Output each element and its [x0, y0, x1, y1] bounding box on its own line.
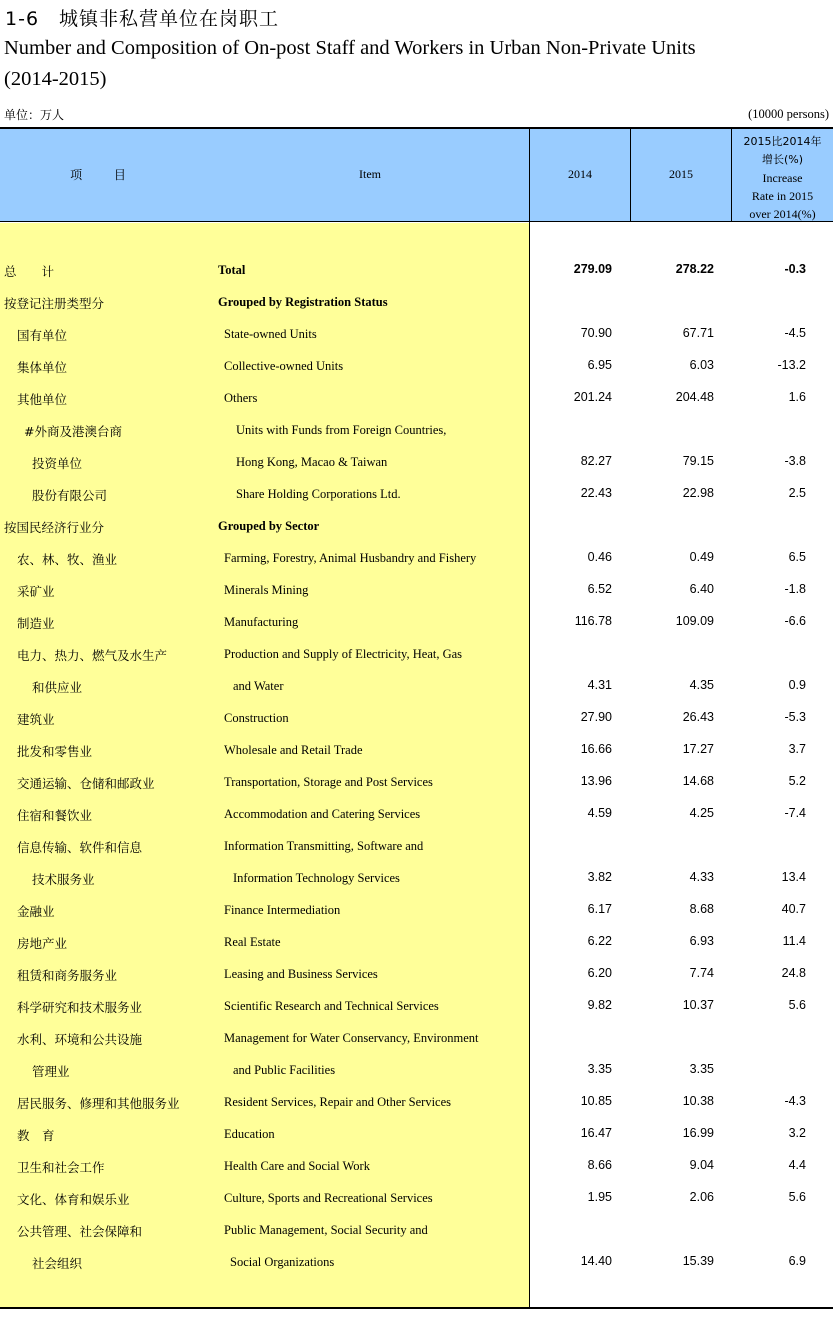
increase-rate: 4.4	[788, 1158, 806, 1172]
value-2015: 10.38	[682, 1094, 714, 1108]
increase-rate: 5.6	[788, 998, 806, 1012]
row-item-en: Scientific Research and Technical Services	[224, 999, 439, 1013]
row-item-cn: 农、林、牧、渔业	[17, 552, 118, 567]
table-row	[0, 422, 833, 442]
value-2015: 16.99	[682, 1126, 714, 1140]
value-2015: 2.06	[689, 1190, 714, 1204]
row-item-cn: 租赁和商务服务业	[17, 968, 118, 983]
value-2014: 0.46	[587, 550, 612, 564]
table-row	[0, 518, 833, 538]
header-increase-rate	[732, 133, 833, 223]
row-item-cn: 房地产业	[17, 936, 68, 951]
row-item-en: Social Organizations	[230, 1255, 335, 1269]
increase-rate: -1.8	[784, 582, 806, 596]
value-2015: 79.15	[682, 454, 714, 468]
table-row	[0, 1190, 833, 1210]
row-item-cn: #外商及港澳台商	[24, 424, 122, 439]
header-item-cn: 项 目	[70, 168, 140, 182]
header-year-2014: 2014	[568, 167, 592, 181]
row-item-cn: 水利、环境和公共设施	[17, 1032, 143, 1047]
row-item-cn: 科学研究和技术服务业	[17, 1000, 143, 1015]
header-rate-en-line: Increase	[762, 171, 803, 185]
row-item-en: Grouped by Sector	[218, 519, 320, 533]
row-item-en: Grouped by Registration Status	[218, 295, 388, 309]
value-2014: 201.24	[573, 390, 612, 404]
table-row	[0, 582, 833, 602]
row-item-en: Manufacturing	[224, 615, 299, 629]
value-2014: 4.59	[587, 806, 612, 820]
row-item-cn: 电力、热力、燃气及水生产	[17, 648, 168, 663]
value-2015: 278.22	[675, 262, 714, 276]
row-item-cn: 卫生和社会工作	[17, 1160, 105, 1175]
table-row	[0, 454, 833, 474]
row-item-en: Accommodation and Catering Services	[224, 807, 421, 821]
table-row	[0, 1094, 833, 1114]
value-2014: 6.17	[587, 902, 612, 916]
header-rate-cn-line: 增长(%)	[761, 153, 804, 166]
row-item-en: Minerals Mining	[224, 583, 309, 597]
table-row	[0, 262, 833, 282]
value-2014: 6.52	[587, 582, 612, 596]
value-2015: 7.74	[689, 966, 714, 980]
increase-rate: -6.6	[784, 614, 806, 628]
value-2015: 17.27	[682, 742, 714, 756]
row-item-cn: 按登记注册类型分	[4, 296, 105, 311]
increase-rate: -0.3	[784, 262, 806, 276]
table-row	[0, 742, 833, 762]
value-2014: 13.96	[580, 774, 612, 788]
row-item-cn: 交通运输、仓储和邮政业	[17, 776, 155, 791]
table-number-title: 1-6 城镇非私营单位在岗职工	[5, 8, 280, 30]
table-row	[0, 326, 833, 346]
table-row	[0, 1126, 833, 1146]
table-row	[0, 646, 833, 666]
table-row	[0, 614, 833, 634]
row-item-cn: 管理业	[32, 1064, 70, 1079]
row-item-cn: 金融业	[17, 904, 55, 919]
unit-label-en: (10000 persons)	[748, 107, 829, 121]
row-item-en: Health Care and Social Work	[224, 1159, 370, 1173]
table-row	[0, 710, 833, 730]
increase-rate: -4.5	[784, 326, 806, 340]
value-2014: 6.95	[587, 358, 612, 372]
row-item-en: State-owned Units	[224, 327, 317, 341]
value-2014: 22.43	[580, 486, 612, 500]
value-2015: 4.33	[689, 870, 714, 884]
value-2015: 3.35	[689, 1062, 714, 1076]
table-row	[0, 806, 833, 826]
increase-rate: 13.4	[781, 870, 806, 884]
row-item-cn: 信息传输、软件和信息	[17, 840, 143, 855]
row-item-en: and Public Facilities	[233, 1063, 336, 1077]
value-2015: 15.39	[682, 1254, 714, 1268]
row-item-cn: 投资单位	[32, 456, 83, 471]
table-row	[0, 934, 833, 954]
value-2015: 8.68	[689, 902, 714, 916]
row-item-en: Collective-owned Units	[224, 359, 344, 373]
value-2014: 10.85	[580, 1094, 612, 1108]
table-row	[0, 1158, 833, 1178]
table-english-title: Number and Composition of On-post Staff and Workers in Urban Non-Private Units	[4, 37, 696, 59]
value-2015: 4.35	[689, 678, 714, 692]
increase-rate: 5.6	[788, 1190, 806, 1204]
table-row	[0, 550, 833, 570]
row-item-cn: 居民服务、修理和其他服务业	[17, 1096, 180, 1111]
row-item-en: and Water	[233, 679, 284, 693]
increase-rate: -13.2	[777, 358, 806, 372]
value-2014: 82.27	[580, 454, 612, 468]
value-2015: 67.71	[682, 326, 714, 340]
value-2014: 6.20	[587, 966, 612, 980]
row-item-en: Education	[224, 1127, 275, 1141]
row-item-en: Information Transmitting, Software and	[224, 839, 424, 853]
value-2015: 6.93	[689, 934, 714, 948]
row-item-en: Culture, Sports and Recreational Services	[224, 1191, 433, 1205]
row-item-en: Leasing and Business Services	[224, 967, 378, 981]
value-2014: 9.82	[587, 998, 612, 1012]
row-item-en: Construction	[224, 711, 289, 725]
row-item-cn: 股份有限公司	[32, 488, 108, 503]
row-item-cn: 采矿业	[17, 584, 55, 599]
header-year-2015: 2015	[669, 167, 693, 181]
increase-rate: 24.8	[781, 966, 806, 980]
increase-rate: 3.2	[788, 1126, 806, 1140]
increase-rate: 6.5	[788, 550, 806, 564]
row-item-en: Share Holding Corporations Ltd.	[236, 487, 401, 501]
row-item-cn: 社会组织	[32, 1256, 83, 1271]
row-item-en: Finance Intermediation	[224, 903, 341, 917]
table-row	[0, 486, 833, 506]
row-item-en: Management for Water Conservancy, Environment	[224, 1031, 479, 1045]
row-item-en: Real Estate	[224, 935, 281, 949]
header-rate-cn-line: 2015比2014年	[743, 135, 822, 148]
table-row	[0, 838, 833, 858]
value-2014: 6.22	[587, 934, 612, 948]
increase-rate: 0.9	[788, 678, 806, 692]
row-item-cn: 和供应业	[32, 680, 83, 695]
table-row	[0, 1062, 833, 1082]
row-item-en: Information Technology Services	[233, 871, 400, 885]
table-row	[0, 390, 833, 410]
row-item-en: Production and Supply of Electricity, Heat, Gas	[224, 647, 463, 661]
header-rate-en-line: Rate in 2015	[751, 189, 814, 203]
table-row	[0, 358, 833, 378]
row-item-cn: 教 育	[17, 1128, 55, 1143]
increase-rate: 1.6	[788, 390, 806, 404]
increase-rate: 11.4	[782, 934, 806, 948]
header-rate-en-line: over 2014(%)	[749, 207, 816, 221]
table-row	[0, 902, 833, 922]
value-2015: 204.48	[675, 390, 714, 404]
row-item-en: Units with Funds from Foreign Countries,	[236, 423, 447, 437]
increase-rate: 40.7	[781, 902, 806, 916]
value-2014: 14.40	[580, 1254, 612, 1268]
row-item-cn: 集体单位	[17, 360, 68, 375]
value-2014: 16.47	[580, 1126, 612, 1140]
increase-rate: 3.7	[788, 742, 806, 756]
row-item-en: Total	[218, 263, 246, 277]
row-item-en: Transportation, Storage and Post Services	[224, 775, 433, 789]
row-item-en: Resident Services, Repair and Other Services	[224, 1095, 452, 1109]
increase-rate: -5.3	[784, 710, 806, 724]
header-item-en: Item	[359, 167, 381, 181]
row-item-cn: 制造业	[17, 616, 55, 631]
row-item-en: Others	[224, 391, 258, 405]
increase-rate: 5.2	[788, 774, 806, 788]
value-2015: 109.09	[675, 614, 714, 628]
table-row	[0, 774, 833, 794]
value-2014: 3.35	[587, 1062, 612, 1076]
value-2014: 4.31	[587, 678, 612, 692]
table-row	[0, 1222, 833, 1242]
value-2015: 10.37	[682, 998, 714, 1012]
row-item-cn: 按国民经济行业分	[4, 520, 105, 535]
table-row	[0, 1254, 833, 1274]
row-item-cn: 公共管理、社会保障和	[17, 1224, 143, 1239]
table-row	[0, 966, 833, 986]
value-2015: 26.43	[682, 710, 714, 724]
row-item-cn: 文化、体育和娱乐业	[17, 1192, 130, 1207]
row-item-en: Wholesale and Retail Trade	[224, 743, 363, 757]
table-row	[0, 998, 833, 1018]
increase-rate: -3.8	[784, 454, 806, 468]
table-row	[0, 1030, 833, 1050]
value-2015: 0.49	[689, 550, 714, 564]
value-2015: 9.04	[689, 1158, 714, 1172]
value-2014: 16.66	[580, 742, 612, 756]
value-2014: 116.78	[574, 614, 612, 628]
increase-rate: 2.5	[788, 486, 806, 500]
table-year-range: (2014-2015)	[4, 68, 107, 90]
value-2014: 279.09	[573, 262, 612, 276]
value-2015: 4.25	[689, 806, 714, 820]
row-item-en: Hong Kong, Macao & Taiwan	[236, 455, 388, 469]
value-2014: 8.66	[587, 1158, 612, 1172]
unit-label-cn: 单位：万人	[4, 108, 65, 122]
row-item-cn: 批发和零售业	[17, 744, 93, 759]
row-item-cn: 国有单位	[17, 328, 68, 343]
row-item-cn: 建筑业	[17, 712, 55, 727]
increase-rate: 6.9	[788, 1254, 806, 1268]
value-2014: 3.82	[587, 870, 612, 884]
table-row	[0, 870, 833, 890]
row-item-cn: 其他单位	[17, 392, 68, 407]
value-2014: 27.90	[580, 710, 612, 724]
value-2015: 6.40	[689, 582, 714, 596]
increase-rate: -4.3	[784, 1094, 806, 1108]
row-item-en: Public Management, Social Security and	[224, 1223, 428, 1237]
increase-rate: -7.4	[784, 806, 806, 820]
value-2015: 22.98	[682, 486, 714, 500]
header-bottom-rule	[0, 221, 833, 222]
row-item-en: Farming, Forestry, Animal Husbandry and Fishery	[224, 551, 477, 565]
row-item-cn: 住宿和餐饮业	[17, 808, 93, 823]
value-2015: 14.68	[682, 774, 714, 788]
value-2014: 1.95	[587, 1190, 612, 1204]
table-row	[0, 294, 833, 314]
table-bottom-rule	[0, 1307, 833, 1309]
row-item-cn: 技术服务业	[32, 872, 95, 887]
row-item-cn: 总 计	[4, 264, 55, 279]
value-2014: 70.90	[580, 326, 612, 340]
value-2015: 6.03	[689, 358, 714, 372]
table-row	[0, 678, 833, 698]
